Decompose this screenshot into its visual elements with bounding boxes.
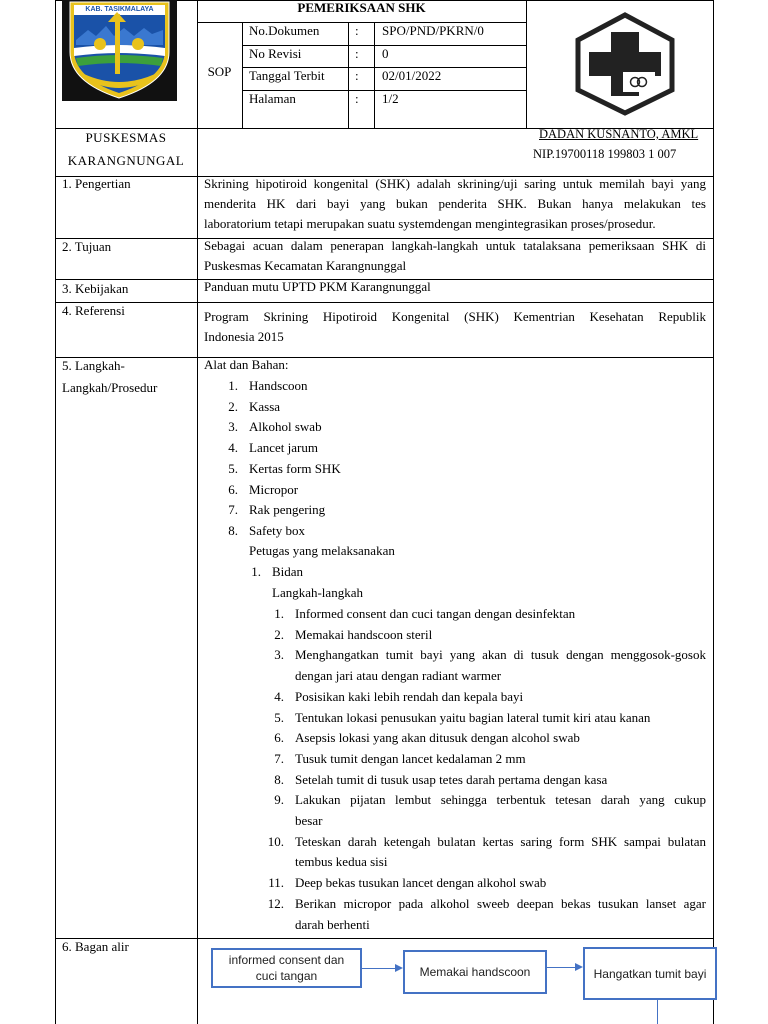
- alat-item: Rak pengering: [249, 502, 326, 518]
- pengertian-line: Skrining hipotiroid kongenital (SHK) adalah skrining/uji saring untuk memilah bayi yang: [204, 176, 706, 191]
- list-number: 6.: [228, 481, 238, 497]
- meta-label-halaman: Halaman: [249, 91, 296, 106]
- list-number: 10.: [267, 833, 284, 849]
- row-label-langkah-line1: 5. Langkah-: [62, 358, 125, 373]
- step-line: Tentukan lokasi penusukan yaitu bagian lateral tumit kiri atau kanan: [295, 709, 651, 725]
- meta-label-tanggal-terbit: Tanggal Terbit: [249, 68, 325, 83]
- referensi-line: Program Skrining Hipotiroid Kongenital (SHK) Kementrian Kesehatan Republik: [204, 309, 706, 324]
- alat-item: Kassa: [249, 398, 281, 414]
- row-label-referensi: 4. Referensi: [62, 303, 125, 318]
- list-number: 1.: [251, 564, 261, 579]
- meta-value-tanggal-terbit: 02/01/2022: [382, 68, 442, 83]
- step-line: Asepsis lokasi yang akan ditusuk dengan alcohol swab: [295, 730, 580, 746]
- meta-value-halaman: 1/2: [382, 91, 399, 106]
- step-line: Tusuk tumit dengan lancet kedalaman 2 mm: [295, 750, 526, 766]
- pengertian-line: menderita HK dari bayi yang bukan penderita SHK. Bukan hanya melakukan tes: [204, 196, 706, 211]
- step-line: Berikan micropor pada alkohol sweeb deepan bekas tusukan lanset agar: [295, 895, 706, 911]
- list-number: 9.: [274, 792, 284, 808]
- meta-value-no-revisi: 0: [382, 46, 389, 61]
- step-line: darah berhenti: [295, 916, 370, 932]
- list-number: 2.: [274, 626, 284, 642]
- flow-box-hangatkan-tumit: Hangatkan tumit bayi: [583, 947, 717, 1000]
- step-line: Teteskan darah ketengah bulatan kertas saring form SHK sampai bulatan: [295, 833, 706, 849]
- alat-item: Kertas form SHK: [249, 460, 341, 476]
- list-number: 7.: [228, 502, 238, 518]
- meta-label-no-revisi: No Revisi: [249, 46, 302, 61]
- logo-caption: KAB. TASIKMALAYA: [85, 6, 154, 13]
- meta-sep: :: [355, 91, 359, 106]
- meta-sep: :: [355, 23, 359, 38]
- health-cross-icon: [571, 12, 679, 116]
- row-label-pengertian: 1. Pengertian: [62, 176, 131, 191]
- row-label-kebijakan: 3. Kebijakan: [62, 281, 129, 296]
- row-label-langkah-line2: Langkah/Prosedur: [62, 380, 158, 395]
- puskesmas-logo: [571, 12, 679, 116]
- alat-item: Handscoon: [249, 378, 308, 393]
- sop-label: SOP: [207, 64, 232, 79]
- step-line: Setelah tumit di tusuk usap tetes darah pertama dengan kasa: [295, 771, 608, 787]
- list-number: 8.: [228, 522, 238, 538]
- step-line: Informed consent dan cuci tangan dengan desinfektan: [295, 606, 576, 621]
- step-line: dengan jari atau dengan radiant warmer: [295, 668, 502, 684]
- petugas-title: Petugas yang melaksanakan: [249, 543, 395, 558]
- step-line: Menghangatkan tumit bayi yang akan di tusuk dengan menggosok-gosok: [295, 647, 706, 663]
- row-label-bagan: 6. Bagan alir: [62, 939, 129, 954]
- steps-title: Langkah-langkah: [272, 585, 363, 600]
- step-line: Memakai handscoon steril: [295, 626, 433, 642]
- list-number: 12.: [267, 895, 284, 911]
- meta-sep: :: [355, 46, 359, 61]
- step-line: Deep bekas tusukan lancet dengan alkohol swab: [295, 875, 547, 891]
- alat-item: Micropor: [249, 481, 299, 497]
- list-number: 5.: [274, 709, 284, 725]
- list-number: 4.: [274, 688, 284, 704]
- list-number: 3.: [228, 419, 238, 435]
- org-name-line1: PUSKESMAS: [85, 130, 167, 145]
- coat-of-arms-icon: [62, 0, 177, 101]
- alat-item: Safety box: [249, 522, 305, 538]
- step-line: Posisikan kaki lebih rendah dan kepala bayi: [295, 688, 524, 704]
- list-number: 2.: [228, 398, 238, 414]
- list-number: 8.: [274, 771, 284, 787]
- list-number: 7.: [274, 750, 284, 766]
- list-number: 11.: [268, 875, 284, 891]
- step-line: Lakukan pijatan lembut sehingga terbentuk tetesan darah yang cukup: [295, 792, 706, 808]
- regency-logo: [62, 0, 177, 101]
- org-name-line2: KARANGNUNGAL: [67, 153, 185, 168]
- alat-item: Lancet jarum: [249, 440, 318, 456]
- signer-nip: NIP.19700118 199803 1 007: [533, 147, 677, 161]
- petugas-item: Bidan: [272, 564, 304, 579]
- list-number: 3.: [274, 647, 284, 663]
- meta-label-no-dokumen: No.Dokumen: [249, 23, 320, 38]
- list-number: 1.: [228, 378, 238, 393]
- list-number: 5.: [228, 460, 238, 476]
- document-title: PEMERIKSAAN SHK: [297, 0, 426, 15]
- kebijakan-text: Panduan mutu UPTD PKM Karangnunggal: [204, 279, 431, 294]
- meta-sep: :: [355, 68, 359, 83]
- alat-title: Alat dan Bahan:: [204, 357, 289, 372]
- list-number: 4.: [228, 440, 238, 456]
- referensi-line: Indonesia 2015: [204, 329, 284, 344]
- list-number: 6.: [274, 730, 284, 746]
- step-line: tembus kedua sisi: [295, 854, 388, 870]
- alat-item: Alkohol swab: [249, 419, 322, 435]
- flow-box-memakai-handscoon: Memakai handscoon: [403, 950, 547, 994]
- tujuan-line: Puskesmas Kecamatan Karangnunggal: [204, 258, 407, 273]
- list-number: 1.: [274, 606, 284, 621]
- row-label-tujuan: 2. Tujuan: [62, 239, 112, 254]
- flow-box-informed-consent: informed consent dan cuci tangan: [211, 948, 362, 988]
- tujuan-line: Sebagai acuan dalam penerapan langkah-langkah untuk tatalaksana pemeriksaan SHK di: [204, 238, 706, 253]
- pengertian-line: laboratorium tetapi merupakan suatu systemdengan mengintegrasikan proses/prosedur.: [204, 216, 656, 231]
- step-line: besar: [295, 813, 323, 828]
- signer-name: DADAN KUSNANTO, AMKL: [539, 127, 699, 141]
- meta-value-no-dokumen: SPO/PND/PKRN/0: [382, 23, 484, 38]
